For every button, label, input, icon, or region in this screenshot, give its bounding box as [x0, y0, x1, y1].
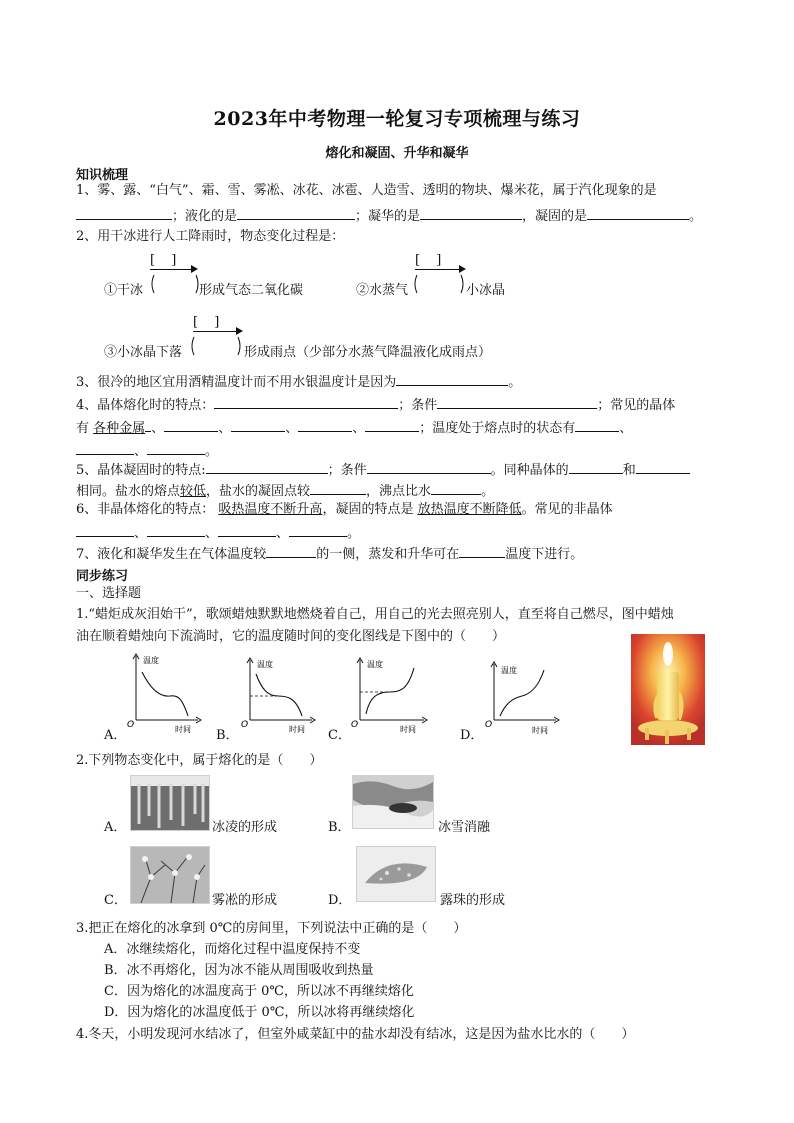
q2-step1-end: 形成气态二氧化碳 — [199, 283, 304, 298]
arrow-2 — [415, 269, 461, 270]
p2-line: 2.下列物态变化中，属于熔化的是（ ） — [76, 753, 323, 768]
q4-line2: 有 各种金属 、 、 、 、 ；温度处于熔点时的状态有 、 — [76, 418, 632, 437]
answer-blank[interactable] — [420, 206, 522, 220]
p3-option-a[interactable]: A．冰继续熔化，而熔化过程中温度保持不变 — [104, 942, 361, 957]
answer-blank[interactable] — [575, 418, 619, 432]
q2-paren-1 — [150, 273, 202, 295]
q2-step2-start: ②水蒸气 — [356, 283, 409, 298]
graph-y-label: 温度 — [143, 656, 159, 665]
answer-blank[interactable] — [147, 523, 205, 537]
p2-option-a: A． — [104, 820, 127, 835]
filled-answer: 吸热温度不断升高 — [218, 502, 323, 517]
graph-origin: O — [127, 720, 135, 730]
answer-blank[interactable] — [431, 481, 481, 495]
p3-option-d[interactable]: D．因为熔化的冰温度低于 0℃，所以冰将再继续熔化 — [104, 1005, 415, 1020]
answer-blank[interactable] — [459, 544, 505, 558]
rime-photo[interactable] — [130, 846, 210, 904]
candle-image — [631, 634, 705, 745]
answer-blank[interactable] — [365, 418, 419, 432]
answer-blank[interactable] — [587, 206, 689, 220]
arrow-2-head — [459, 265, 466, 273]
q5-line1: 5、晶体凝固时的特点: ；条件 。同种晶体的 和 — [76, 460, 690, 479]
section-choice: 一、选择题 — [76, 586, 142, 601]
answer-blank[interactable] — [298, 418, 352, 432]
p2-label-c: 雾凇的形成 — [212, 893, 278, 908]
dew-photo[interactable] — [356, 846, 436, 902]
q6-line1: 6、非晶体熔化的特点： 吸热温度不断升高，凝固的特点是 放热温度不断降低。常见的非晶体 — [76, 502, 613, 517]
graph-y-label: 温度 — [257, 660, 273, 669]
p2-label-a: 冰凌的形成 — [212, 820, 278, 835]
answer-blank[interactable] — [636, 460, 690, 474]
q7-line: 7、液化和凝华发生在气体温度较 的一侧，蒸发和升华可在 温度下进行。 — [76, 544, 583, 563]
graph-x-label: 时间 — [400, 725, 416, 734]
q1-line2: ；液化的是 ；凝华的是 ，凝固的是 。 — [76, 206, 702, 225]
graph-x-label: 时间 — [175, 725, 191, 734]
q5-line2: 相同。盐水的熔点较低，盐水的凝固点较 ，沸点比水 。 — [76, 481, 494, 500]
q2-step3-start: ③小冰晶下落 — [104, 345, 183, 360]
section-practice: 同步练习 — [76, 569, 129, 584]
answer-blank[interactable] — [214, 395, 398, 409]
answer-blank[interactable] — [266, 544, 316, 558]
graph-origin: O — [241, 720, 249, 730]
answer-blank[interactable] — [396, 372, 508, 386]
p4-line: 4.冬天，小明发现河水结冰了，但室外咸菜缸中的盐水却没有结冰，这是因为盐水比水的（ ） — [76, 1027, 635, 1042]
curve-a — [142, 672, 188, 716]
q2-step3-end: 形成雨点（少部分水蒸气降温液化成雨点） — [244, 345, 492, 360]
p3-option-c[interactable]: C．因为熔化的冰温度高于 0℃，所以冰不再继续熔化 — [104, 984, 414, 999]
melting-snow-photo[interactable] — [352, 775, 434, 829]
q2-bracket-2: [ ] — [415, 253, 448, 268]
option-b-label: B． — [216, 728, 239, 743]
filled-answer: 各种金属 — [93, 421, 146, 436]
graph-x-label: 时间 — [532, 726, 548, 735]
icicle-photo[interactable] — [130, 775, 210, 831]
answer-blank[interactable] — [310, 481, 366, 495]
q3-line: 3、很冷的地区宜用酒精温度计而不用水银温度计是因为 。 — [76, 372, 521, 391]
p2-label-d: 露珠的形成 — [440, 893, 506, 908]
answer-blank[interactable] — [237, 206, 355, 220]
answer-blank[interactable] — [218, 523, 276, 537]
answer-blank[interactable] — [569, 460, 623, 474]
option-c-label: C． — [328, 728, 351, 743]
p2-option-d: D． — [328, 893, 352, 908]
curve-b — [256, 674, 302, 716]
p2-label-b: 冰雪消融 — [438, 820, 491, 835]
q1-line1: 1、雾、露、“白气”、霜、雪、雾凇、冰花、冰雹、人造雪、透明的物块、爆米花，属于汽化现象的是 — [76, 183, 657, 198]
graph-x-label: 时间 — [289, 725, 305, 734]
q2-bracket-1: [ ] — [150, 253, 183, 268]
answer-blank[interactable] — [164, 418, 218, 432]
page-subtitle: 熔化和凝固、升华和凝华 — [325, 146, 469, 161]
answer-blank[interactable] — [76, 441, 134, 455]
p3-line: 3.把正在熔化的冰拿到 0℃的房间里，下列说法中正确的是（ ） — [76, 921, 467, 936]
page-title: 2023年中考物理一轮复习专项梳理与练习 — [213, 108, 581, 130]
p2-option-c: C． — [104, 893, 127, 908]
graph-d[interactable] — [480, 660, 562, 738]
q6-line2: 、 、 、 。 — [76, 523, 360, 542]
answer-blank[interactable] — [76, 206, 172, 220]
answer-blank[interactable] — [289, 523, 347, 537]
graph-y-label: 温度 — [367, 660, 383, 669]
graph-y-label: 温度 — [501, 666, 517, 675]
filled-answer: 较低 — [180, 484, 207, 499]
p3-option-b[interactable]: B．冰不再熔化，因为冰不能从周围吸收到热量 — [104, 963, 374, 978]
option-d-label: D． — [460, 728, 484, 743]
answer-blank[interactable] — [367, 460, 491, 474]
answer-blank[interactable] — [76, 523, 134, 537]
arrow-1-head — [191, 265, 198, 273]
graph-origin: O — [351, 720, 359, 730]
p1-line2: 油在顺着蜡烛向下流淌时，它的温度随时间的变化图线是下图中的（ ） — [76, 629, 506, 644]
q2-step1-start: ①干冰 — [104, 283, 144, 298]
curve-c — [366, 668, 414, 714]
graph-origin: O — [485, 720, 493, 730]
filled-answer: 放热温度不断降低 — [417, 502, 522, 517]
curve-d — [500, 670, 544, 716]
q2-line: 2、用干冰进行人工降雨时，物态变化过程是： — [76, 229, 345, 244]
q2-paren-3 — [190, 335, 244, 357]
graph-a[interactable] — [122, 652, 204, 738]
answer-blank[interactable] — [231, 418, 285, 432]
answer-blank[interactable] — [437, 395, 597, 409]
answer-blank[interactable] — [206, 460, 328, 474]
graph-c[interactable] — [346, 656, 430, 738]
graph-b[interactable] — [236, 656, 318, 738]
option-a-label: A． — [104, 728, 127, 743]
arrow-3 — [193, 331, 237, 332]
q4-line1: 4、晶体熔化时的特点： ；条件 ；常见的晶体 — [76, 395, 675, 414]
p1-line1: 1.“蜡炬成灰泪始干”，歌颂蜡烛默默地燃烧着自己，用自己的光去照亮别人，直至将自己燃尽，图中蜡烛 — [76, 607, 674, 622]
q4-line3: 、 。 — [76, 441, 218, 460]
q2-paren-2 — [413, 273, 467, 295]
section-knowledge: 知识梳理 — [76, 168, 129, 183]
q2-step2-end: 小冰晶 — [466, 283, 506, 298]
answer-blank[interactable] — [147, 441, 205, 455]
q2-bracket-3: [ ] — [193, 315, 226, 330]
arrow-3-head — [236, 327, 243, 335]
arrow-1 — [150, 269, 192, 270]
p2-option-b: B． — [328, 820, 351, 835]
flame-icon — [663, 642, 673, 666]
